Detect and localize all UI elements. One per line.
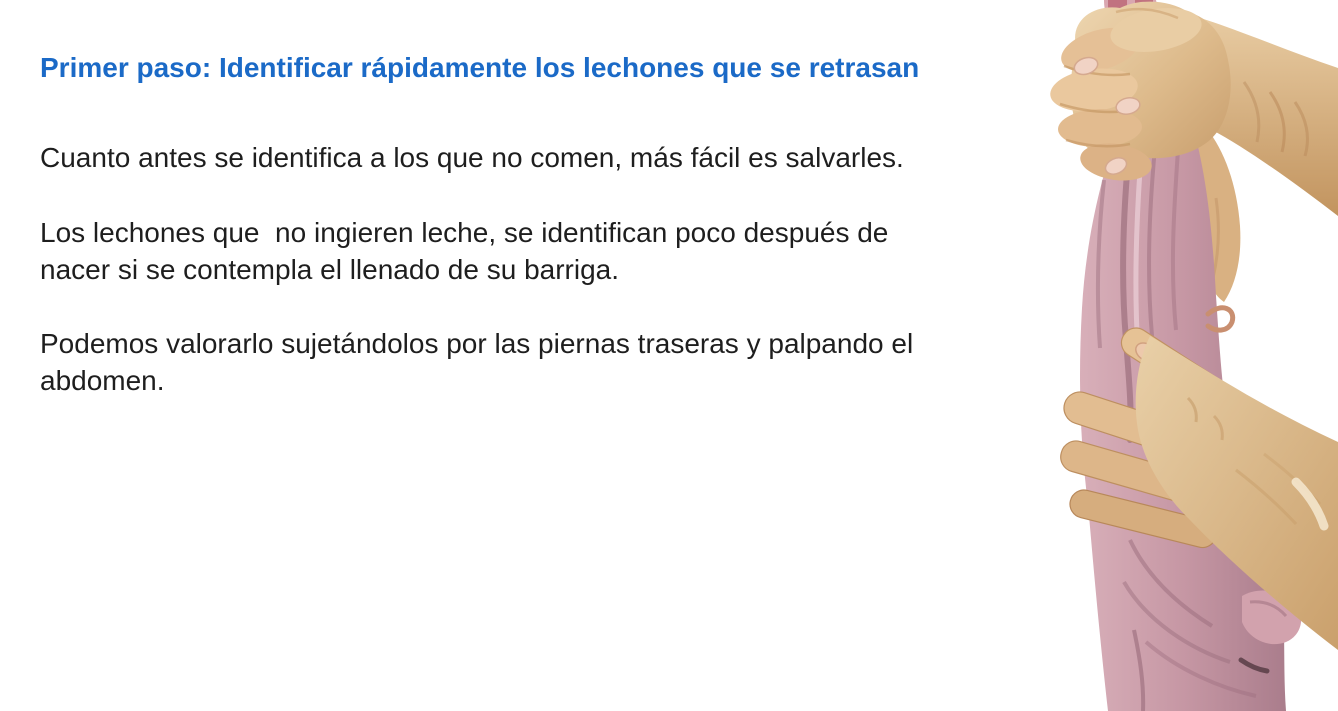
paragraph-2: [40, 214, 888, 288]
slide-title: Primer paso: Identificar rápidamente los lechones que se retrasan: [40, 52, 920, 83]
paragraph-2-line-2: nacer si se contempla el llenado de su barriga.: [40, 254, 620, 285]
paragraph-1: [40, 139, 904, 176]
paragraph-3: [40, 325, 913, 399]
paragraph-3-line-1: Podemos valorarlo sujetándolos por las piernas traseras y palpando el: [40, 328, 914, 359]
paragraph-1-line-1: Cuanto antes se identifica a los que no comen, más fácil es salvarles.: [40, 142, 904, 173]
paragraph-3-line-2: abdomen.: [40, 365, 165, 396]
paragraph-2-line-1: Los lechones que no ingieren leche, se identifican poco después de: [40, 217, 889, 248]
piglet-photo-illustration: [1038, 0, 1338, 711]
piglet-photo: [1038, 0, 1338, 711]
